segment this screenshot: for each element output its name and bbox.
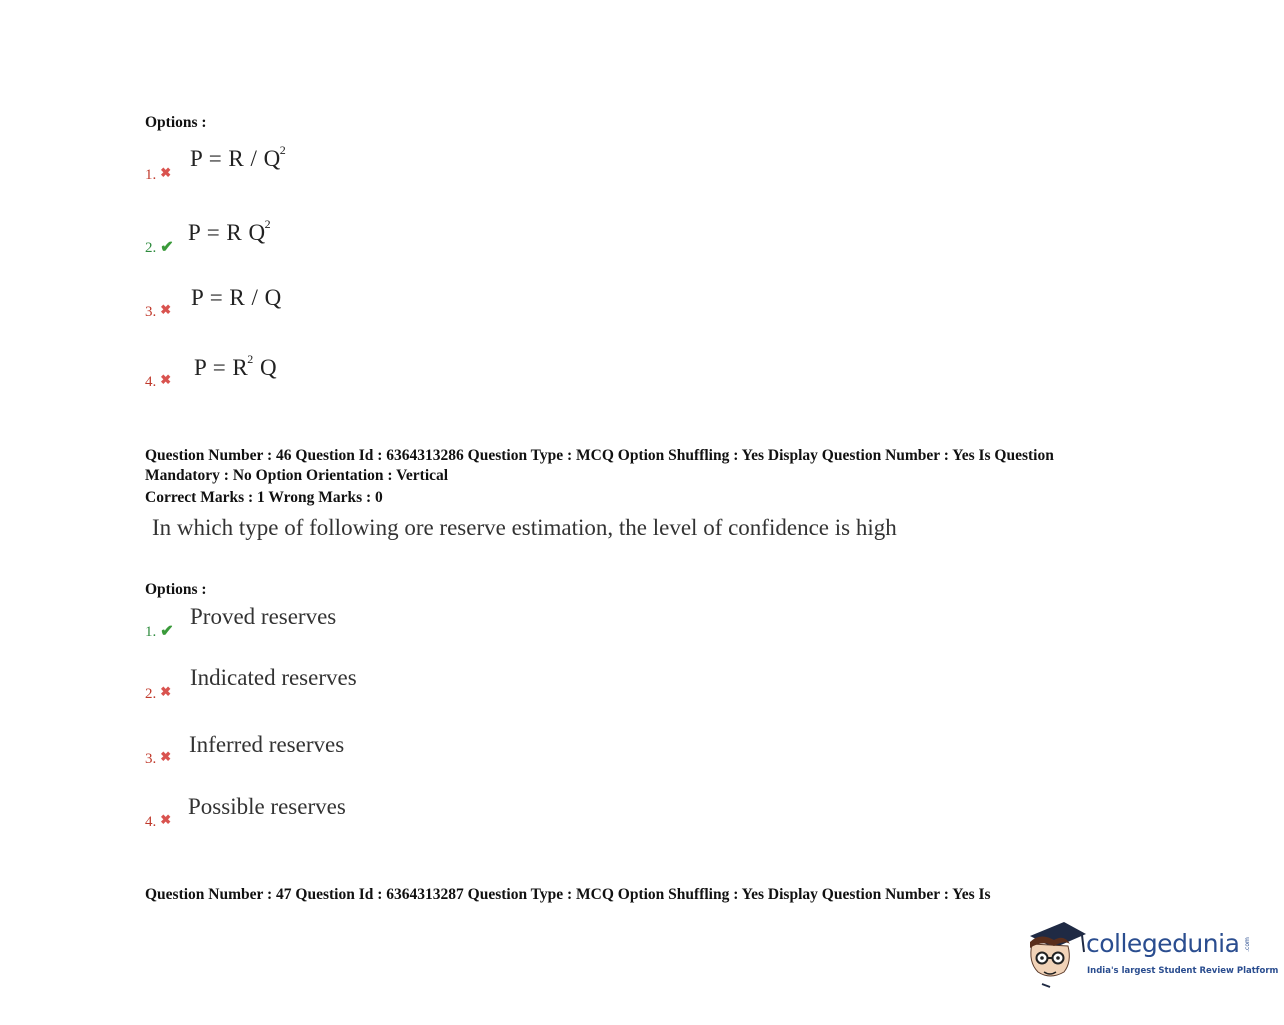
cross-icon: ✖	[160, 165, 172, 180]
graduate-mascot-icon	[1024, 918, 1086, 988]
option-formula: P = R / Q	[191, 285, 282, 310]
option-row	[145, 165, 171, 184]
cross-icon: ✖	[160, 684, 172, 699]
option-number: 4.	[145, 814, 157, 830]
option-number: 1.	[145, 167, 157, 183]
option-row	[145, 237, 174, 257]
option-formula: P = R $Q^2$	[188, 217, 272, 245]
option-text: Possible reserves	[188, 794, 346, 819]
option-row	[145, 749, 171, 768]
options-label: Options :	[145, 581, 207, 598]
marks-line: Correct Marks : 1 Wrong Marks : 0	[145, 489, 383, 506]
cross-icon: ✖	[160, 749, 172, 764]
logo-suffix: .com	[1244, 937, 1252, 952]
cross-icon: ✖	[160, 372, 172, 387]
option-number: 4.	[145, 374, 157, 390]
option-text: Proved reserves	[190, 604, 337, 629]
check-icon: ✔	[160, 623, 174, 640]
option-row	[145, 812, 171, 831]
question-text: In which type of following ore reserve estimation, the level of confidence is high	[152, 515, 897, 540]
option-number: 3.	[145, 751, 157, 767]
option-number: 3.	[145, 304, 157, 320]
option-row	[145, 684, 171, 703]
option-number: 2.	[145, 240, 157, 256]
option-row	[145, 302, 171, 321]
option-formula: $P = R^2$ Q	[194, 352, 278, 380]
cross-icon: ✖	[160, 302, 172, 317]
option-row	[145, 621, 174, 641]
option-text: Indicated reserves	[190, 665, 357, 690]
logo-tagline: India's largest Student Review Platform	[1087, 966, 1279, 976]
check-icon: ✔	[160, 239, 174, 256]
question-meta: Question Number : 47 Question Id : 6364313287 Question Type : MCQ Option Shuffling : Yes Display Question Number : Yes Is	[145, 886, 991, 903]
option-row	[145, 372, 171, 391]
option-number: 2.	[145, 686, 157, 702]
logo-wordmark	[1086, 929, 1255, 958]
option-text: Inferred reserves	[189, 732, 345, 757]
cross-icon: ✖	[160, 812, 172, 827]
logo-name: collegedunia	[1086, 929, 1240, 958]
option-formula: $P = R / Q^2$	[190, 143, 287, 171]
options-label: Options :	[145, 114, 207, 131]
question-meta: Question Number : 46 Question Id : 6364313286 Question Type : MCQ Option Shuffling : Yes Display Question Number : Yes Is Question Mandatory : No Option Orientation : Vertical	[145, 447, 1054, 484]
option-number: 1.	[145, 624, 157, 640]
